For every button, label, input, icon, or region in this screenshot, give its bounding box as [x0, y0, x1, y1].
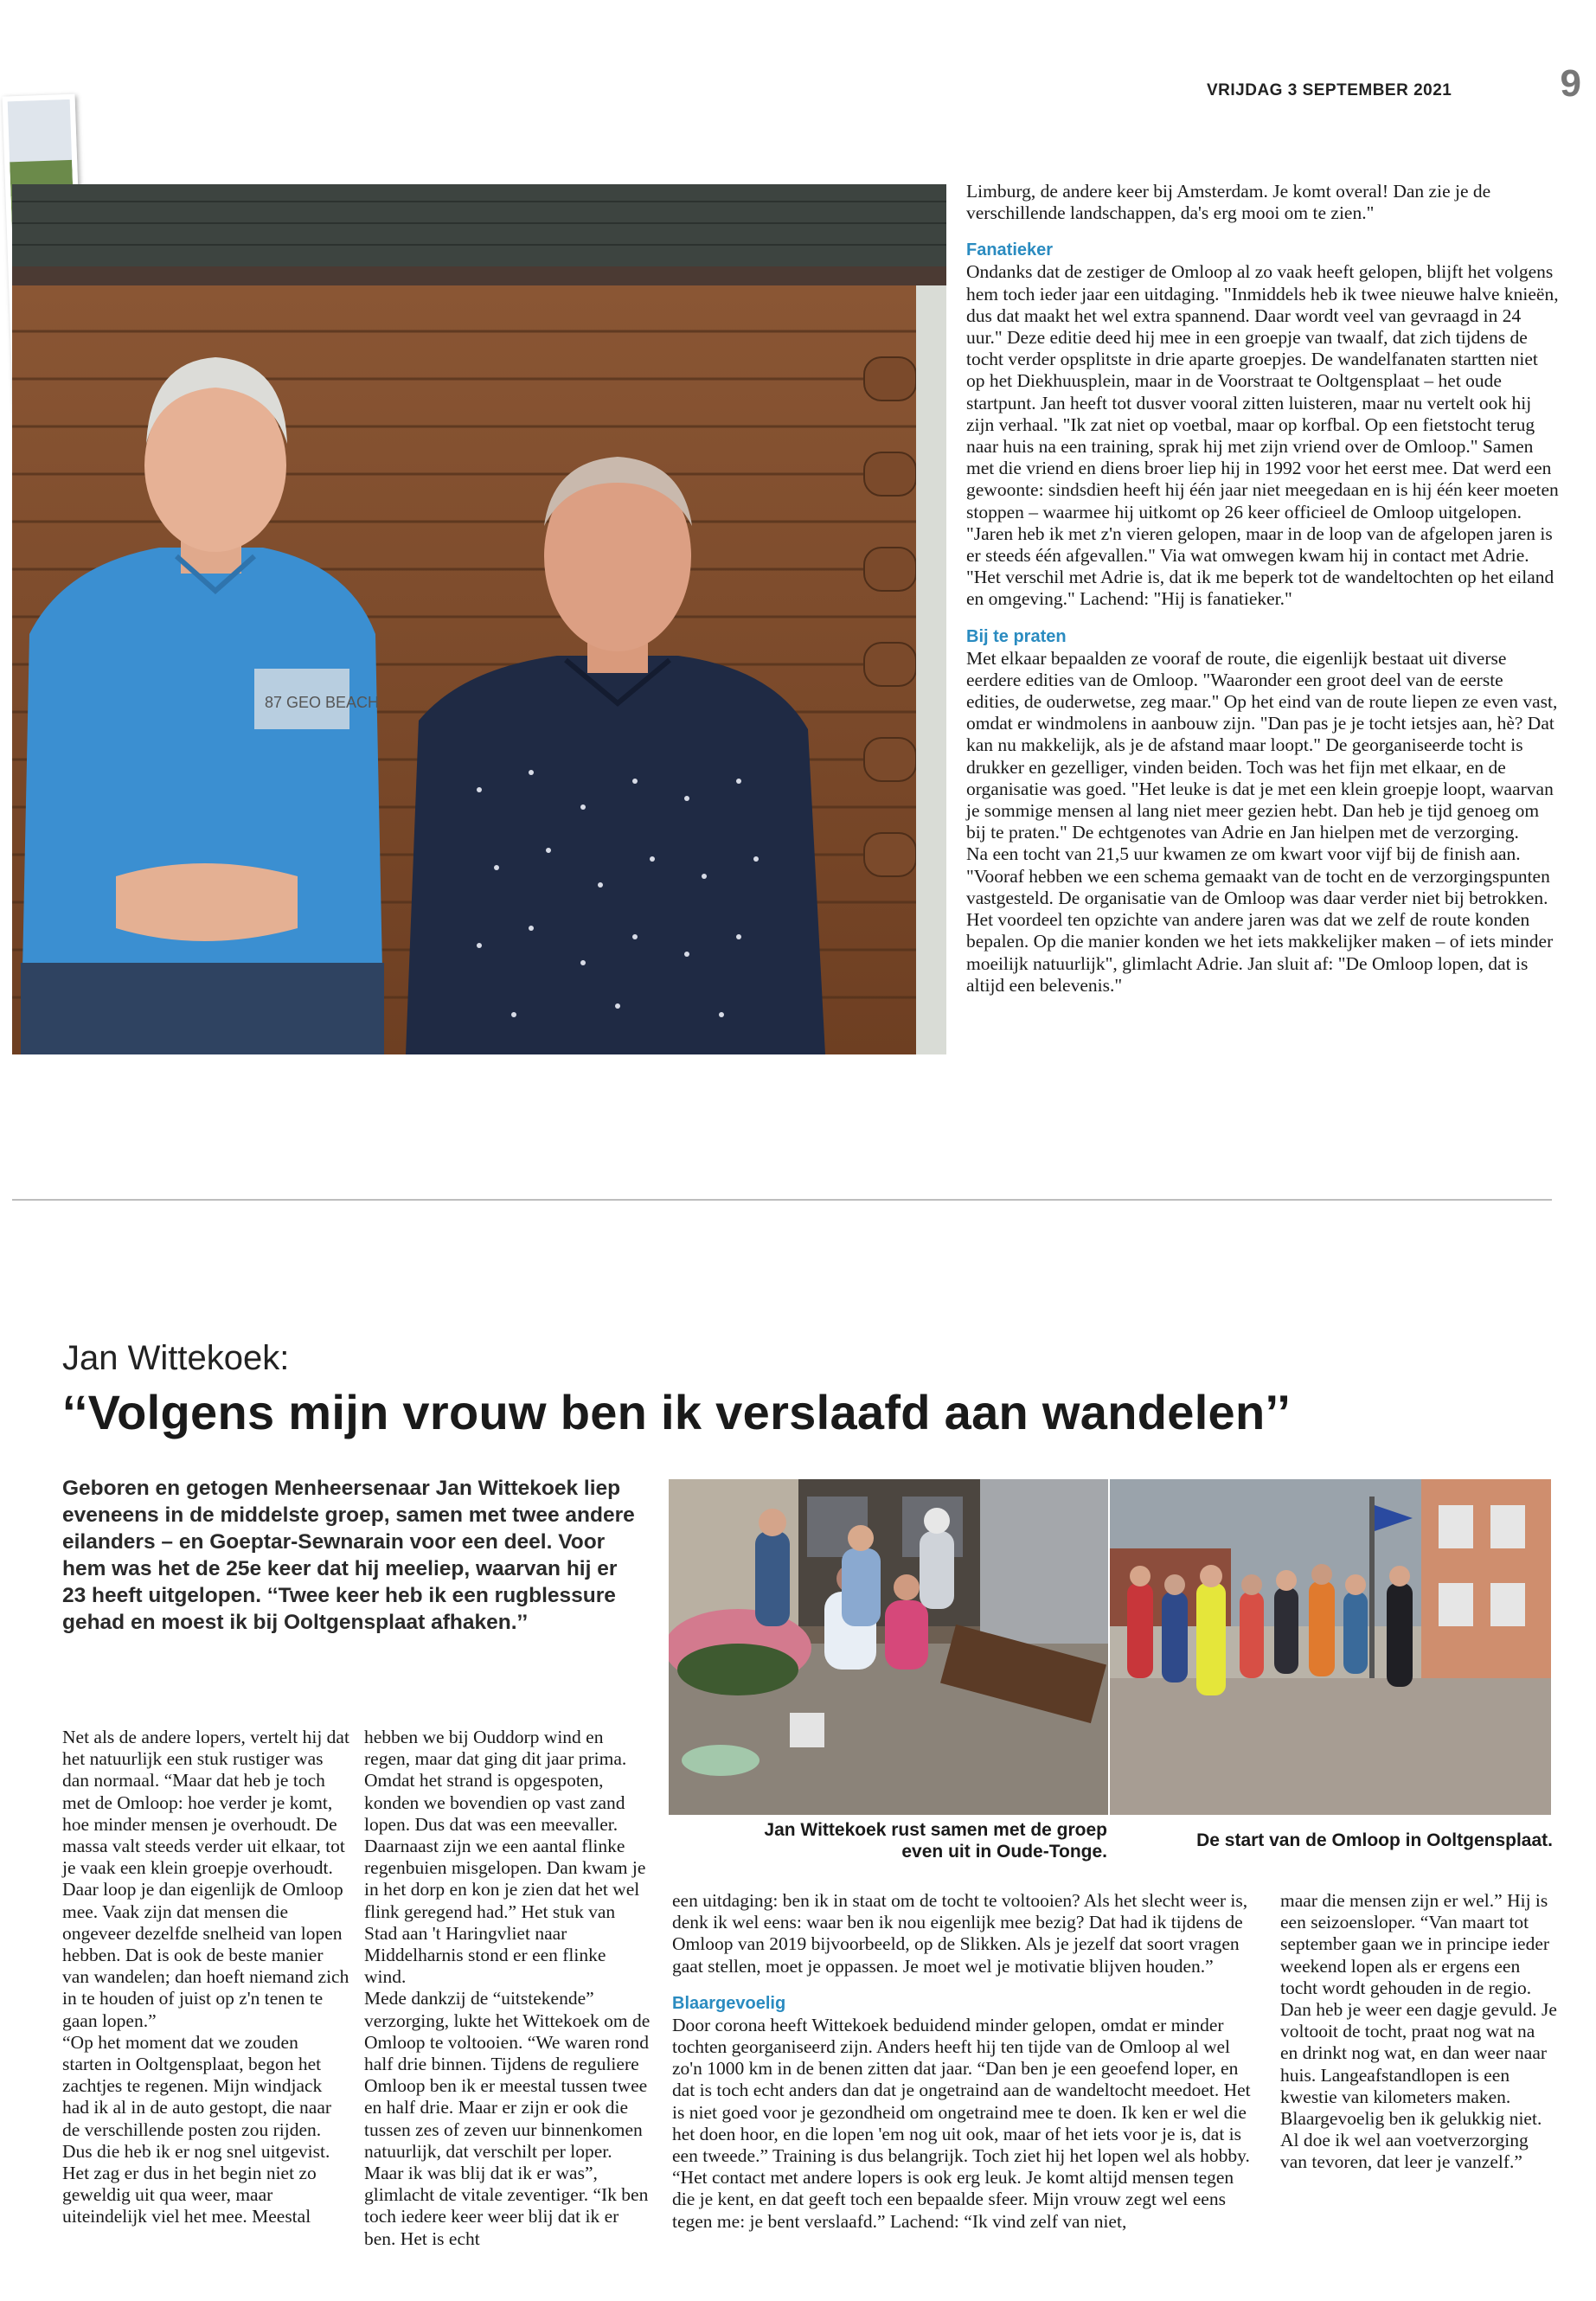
page-number: 9	[1560, 62, 1581, 105]
article-paragraph: Limburg, de andere keer bij Amsterdam. Je komt overal! Dan zie je de verschillende landschappen, da's erg mooi om te zien."	[966, 181, 1491, 224]
bottom-column-4	[1280, 1890, 1557, 2174]
article-paragraph: hebben we bij Ouddorp wind en regen, maar dat ging dit jaar prima. Omdat het strand is opgespoten, konden we bovendien op vast zand lopen. Dus dat was een meevaller. Daarnaast zijn we een aantal flinke regenbuien misgelopen. Dan kwam je in het dorp en kon je zien dat het wel flink geregend had.” Het stuk van Stad aan 't Haringvliet naar Middelharnis stond er een flinke wind.	[364, 1727, 646, 1988]
subheading-blaargevoelig: Blaargevoelig	[672, 1993, 786, 2013]
subheading-fanatieker: Fanatieker	[966, 240, 1054, 260]
bottom-column-3	[672, 1890, 1253, 2233]
photo-resting-group	[669, 1479, 1108, 1815]
bottom-column-2	[364, 1727, 651, 2250]
article-paragraph: Net als de andere lopers, vertelt hij dat het natuurlijk een stuk rustiger was dan normaal. “Maar dat heb je toch met de Omloop: hoe verder je komt, hoe minder mensen je overhoudt. De massa valt steeds verder uit elkaar, tot je vaak een klein groepje overhoudt. Daar loop je dan eigenlijk de Omloop mee. Vaak zijn dat mensen die ongeveer dezelfde snelheid van lopen hebben. Dat is ook de beste manier van wandelen; dan hoeft niemand zich in te houden of juist op z'n tenen te gaan lopen.”	[62, 1727, 349, 2031]
article-paragraph: Mede dankzij de “uitstekende” verzorging, lukte het Wittekoek om de Omloop te voltooien. “We waren rond half drie binnen. Tijdens de reguliere Omloop ben ik er meestal tussen twee en half drie. Maar er zijn er ook die tussen zes of zeven uur binnenkomen natuurlijk, dat verschilt per loper. Maar ik was blij dat ik er was”, glimlacht de vitale zeventiger. “Ik ben toch iedere keer weer blij dat ik er ben. Het is echt	[364, 1988, 651, 2249]
photo-start-ooltgensplaat	[1110, 1479, 1551, 1815]
article-paragraph: Ondanks dat de zestiger de Omloop al zo vaak heeft gelopen, blijft het volgens hem toch ieder jaar een uitdaging. "Inmiddels heb ik twee nieuwe halve knieën, dus dat maakt het wel extra spannend. Daar wordt veel van gevraagd in 24 uur." Deze editie deed hij mee in een groepje van twaalf, dat zich tijdens de tocht verder opsplitste in drie aparte groepjes. De wandelfanaten startten niet op het Diekhuusplein, maar in de Voorstraat te Ooltgensplaat – het oude startpunt. Jan heeft tot dusver vooral zitten luisteren, maar nu vertelt ook hij zijn verhaal. "Ik zat niet op voetbal, maar op korfbal. Op een fietstocht terug naar huis na een training, sprak hij met zijn vriend over de Omloop." Samen met die vriend en diens broer liep hij in 1992 voor het eerst mee. Dat werd een gewoonte: sindsdien heeft hij één jaar niet meegedaan en is hij één keer moeten stoppen – waarmee hij uitkomt op 26 keer officieel de Omloop uitgelopen. "Jaren heb ik met z'n vieren gelopen, maar in de loop van de afgelopen jaren is er steeds één afgevallen." Via wat omwegen kwam hij in contact met Adrie. "Het verschil met Adrie is, dat ik me beperk tot de wandeltochten op het eiland en omgeving." Lachend: "Hij is fanatieker."	[966, 261, 1559, 610]
section-divider	[12, 1199, 1552, 1201]
article-intro: Geboren en getogen Menheersenaar Jan Wittekoek liep eveneens in de middelste groep, samen met twee andere eilanders – en Goeptar-Sewnarain voor een deel. Voor hem was het de 25e keer dat hij meeliep, waarvan hij er 23 heeft uitgelopen. ‘‘Twee keer heb ik een rugblessure gehad en moest ik bij Ooltgensplaat afhaken.’’	[62, 1477, 635, 1634]
article-paragraph: Door corona heeft Wittekoek beduidend minder gelopen, omdat er minder tochten georganiseerd zijn. Anders heeft hij ten tijde van de Omloop al wel zo'n 1000 km in de benen zitten dat jaar. “Dan ben je een geoefend loper, en dat is toch echt anders dan dat je ongetraind aan de wandeltocht meedoet. Het is niet goed voor je gezondheid om ongetraind mee te doen. Ik ken er wel die het doen hoor, en die lopen 'em nog uit ook, maar of het iets voor je is, dat is een tweede.” Training is dus belangrijk. Toch ziet hij het lopen wel als hobby. “Het contact met andere lopers is ook erg leuk. Je komt altijd mensen tegen die je kent, en dat geeft toch een bepaalde sfeer. Mijn vrouw zegt wel eens tegen me: je bent verslaafd.” Lachend: “Ik vind zelf van niet,	[672, 2014, 1251, 2232]
shirt-print: 87 GEO BEACH	[265, 694, 380, 711]
top-article-column	[966, 181, 1559, 997]
article-kicker: Jan Wittekoek:	[62, 1339, 290, 1377]
photo-two-men	[12, 184, 946, 1054]
article-paragraph: maar die mensen zijn er wel.” Hij is een seizoensloper. “Van maart tot september gaan we in principe ieder weekend lopen als er ergens een tocht wordt gehouden in de regio. Dan heb je weer een dagje gevuld. Je voltooit de tocht, praat nog wat na en drinkt nog wat, en dan weer naar huis. Langeafstandlopen is een kwestie van kilometers maken. Blaargevoelig ben ik gelukkig niet. Al doe ik wel aan voetverzorging van tevoren, dat leer je vanzelf.”	[1280, 1890, 1557, 2173]
issue-date: VRIJDAG 3 SEPTEMBER 2021	[1207, 81, 1452, 99]
caption-resting-group: Jan Wittekoek rust samen met de groep even uit in Oude-Tonge.	[764, 1820, 1107, 1862]
article-headline: ‘‘Volgens mijn vrouw ben ik verslaafd aan wandelen’’	[62, 1385, 1292, 1439]
caption-start: De start van de Omloop in Ooltgensplaat.	[1196, 1830, 1553, 1850]
bottom-column-1	[62, 1727, 351, 2228]
article-paragraph: Met elkaar bepaalden ze vooraf de route, die eigenlijk bestaat uit diverse eerdere edities van de Omloop. "Waaronder een groot deel van de eerste edities, de ouderwetse, zeg maar." Op het eind van de route liepen ze even vast, omdat er windmolens in aanbouw zijn. "Dan pas je je tocht ietsjes aan, hè? Dat kan nu makkelijk, als je de afstand maar loopt." De georganiseerde tocht is drukker en gezelliger, vinden beiden. Toch was het fijn met elkaar, en de organisatie was goed. "Het leuke is dat je met een klein groepje loopt, waarvan je sommige mensen al lang niet meer gezien hebt. Dan heb je tijd genoeg om bij te praten." De echtgenotes van Adrie en Jan hielpen met de verzorging.	[966, 647, 1558, 843]
article-paragraph: Na een tocht van 21,5 uur kwamen ze om kwart voor vijf bij de finish aan. "Vooraf hebben we een schema gemaakt van de tocht en de verzorgingspunten vastgesteld. De organisatie van de Omloop was daar verder niet bij betrokken. Het voordeel ten opzichte van andere jaren was dat we zelf de route konden bepalen. Op die manier konden we het iets makkelijker maken – of iets minder moeilijk natuurlijk", glimlacht Adrie. Jan sluit af: "De Omloop lopen, dat is altijd een belevenis."	[966, 843, 1554, 996]
article-paragraph: een uitdaging: ben ik in staat om de tocht te voltooien? Als het slecht weer is, denk ik wel eens: waar ben ik nou eigenlijk mee bezig? Dat had ik tijdens de Omloop van 2019 bijvoorbeeld, op de Slikken. Als je jezelf dat soort vragen gaat stellen, moet je oppassen. Je moet wel je motivatie blijven houden.”	[672, 1890, 1248, 1977]
article-paragraph: “Op het moment dat we zouden starten in Ooltgensplaat, begon het zachtjes te regenen. Mijn windjack had ik al in de auto gestopt, die naar de verschillende posten zou rijden. Dus die heb ik er nog snel uitgevist. Het zag er dus in het begin niet zo geweldig uit qua weer, maar uiteindelijk viel het mee. Meestal	[62, 2031, 332, 2227]
subheading-bij-te-praten: Bij te praten	[966, 626, 1067, 646]
